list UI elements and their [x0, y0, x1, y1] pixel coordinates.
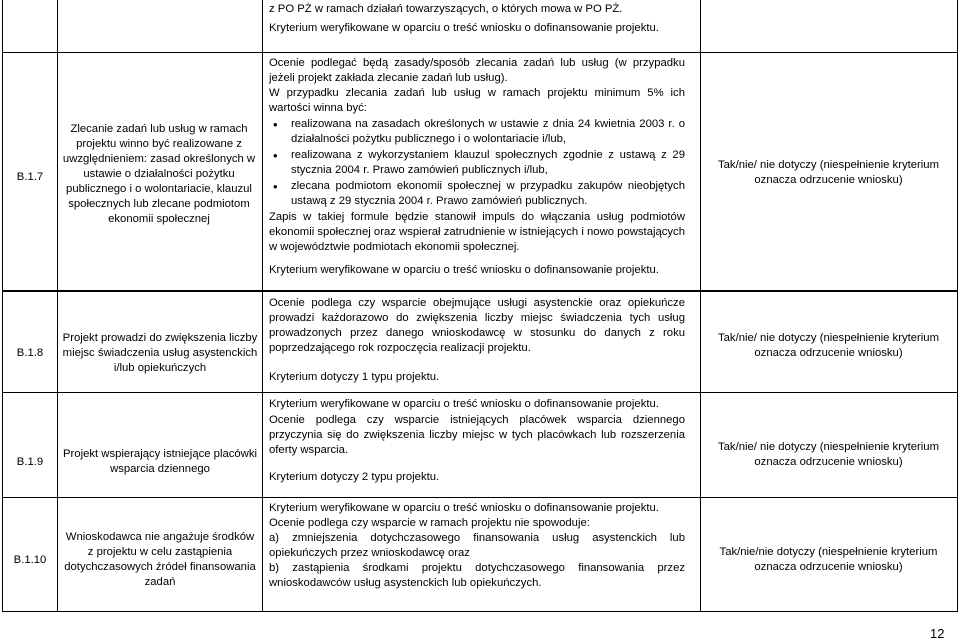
description-paragraph: Ocenie podlega czy wsparcie obejmujące usługi asystenckie oraz opiekuńcze prowadzi każdorazowo do zwiększenia liczby miejsc świadczenia tych usług prowadzonych przez danego wnioskodawcę w stosunku do danych z roku poprzedzającego rok rozpoczęcia realizacji projektu. [269, 297, 685, 355]
row-divider [2, 392, 958, 393]
criterion-code: B.1.7 [16, 171, 44, 183]
column-divider [57, 0, 58, 290]
criterion-status: Tak/nie/ nie dotyczy (niespełnienie kryterium oznacza odrzucenie wniosku) [717, 159, 940, 187]
description-paragraph: a) zmniejszenia dotychczasowego finansowania usług asystenckich lub opiekuńczych przez wnioskodawcę oraz [269, 532, 685, 560]
criterion-code: B.1.10 [13, 554, 47, 566]
criterion-description [269, 516, 685, 591]
column-divider [700, 291, 701, 612]
table-border-right [957, 291, 958, 612]
page-number: 12 [930, 626, 945, 641]
bullet-item: • realizowana z wykorzystaniem klauzul społecznych zgodnie z ustawą z 29 stycznia 2004 r. Prawo zamówień publicznych i/lub, [291, 148, 685, 178]
criterion-name: Projekt wspierający istniejące placówki wsparcia dziennego [62, 448, 257, 476]
continuation-text: z PO PŻ w ramach działań towarzyszących, o których mowa w PO PŻ. [269, 3, 623, 15]
description-paragraph: Ocenie podlegać będą zasady/sposób zlecania zadań lub usług (w przypadku jeżeli projekt zakłada zlecanie zadań lub usług). [269, 57, 685, 85]
table-border-left [2, 0, 3, 290]
verification-note: Kryterium weryfikowane w oparciu o treść wniosku o dofinansowanie projektu. [269, 398, 659, 410]
description-paragraph: Zapis w takiej formule będzie stanowił impuls do włączania usług podmiotów ekonomii społecznej oraz wspierał zatrudnienie w istniejących i nowo powstających w województwie podmiotach ekonomii społecznej. [269, 211, 685, 254]
bullet-list [269, 117, 685, 209]
criterion-code: B.1.9 [16, 456, 44, 468]
criterion-name: Projekt prowadzi do zwiększenia liczby miejsc świadczenia usług asystenckich i/lub opiekuńczych [62, 332, 258, 375]
bullet-item: • realizowana na zasadach określonych w ustawie z dnia 24 kwietnia 2003 r. o działalności pożytku publicznego i o wolontariacie i/lub, [291, 117, 685, 147]
criterion-description [269, 296, 685, 385]
column-divider [262, 291, 263, 612]
verification-note: Kryterium weryfikowane w oparciu o treść wniosku o dofinansowanie projektu. [269, 502, 659, 514]
description-paragraph: Kryterium dotyczy 1 typu projektu. [269, 371, 440, 384]
criterion-status: Tak/nie/ nie dotyczy (niespełnienie kryterium oznacza odrzucenie wniosku) [717, 441, 940, 469]
bullet-item: • zlecana podmiotom ekonomii społecznej w przypadku zakupów nieobjętych ustawą z 29 stycznia 2004 r. Prawo zamówień publicznych. [291, 179, 685, 209]
table-border-bottom [2, 611, 958, 612]
row-divider [2, 497, 958, 498]
criterion-description [269, 413, 685, 485]
description-paragraph: Kryterium dotyczy 2 typu projektu. [269, 471, 440, 484]
criterion-code: B.1.8 [16, 347, 44, 359]
description-paragraph: W przypadku zlecania zadań lub usług w ramach projektu minimum 5% ich wartości winna być: [269, 87, 685, 115]
criterion-status: Tak/nie/ nie dotyczy (niespełnienie kryterium oznacza odrzucenie wniosku) [717, 332, 940, 360]
criterion-name: Wnioskodawca nie angażuje środków z projektu w celu zastąpienia dotychczasowych źródeł finansowania zadań [64, 531, 256, 589]
verification-note: Kryterium weryfikowane w oparciu o treść wniosku o dofinansowanie projektu. [269, 264, 659, 277]
row-divider [2, 52, 958, 53]
table-border-right [957, 0, 958, 290]
criterion-description [269, 56, 685, 278]
description-paragraph: b) zastąpienia środkami projektu dotychczasowego finansowania przez wnioskodawców usług asystenckich lub opiekuńczych. [269, 562, 685, 590]
criterion-status: Tak/nie/nie dotyczy (niespełnienie kryterium oznacza odrzucenie wniosku) [719, 546, 938, 574]
column-divider [262, 0, 263, 290]
description-paragraph: Ocenie podlega czy wsparcie w ramach projektu nie spowoduje: [269, 517, 590, 529]
criterion-name: Zlecanie zadań lub usług w ramach projektu winno być realizowane z uwzględnieniem: zasad określonych w ustawie o działalności pożytku publicznego i o wolontariacie, klauzul społecznych lub zlecane podmiotom ekonomii społecznej [62, 123, 256, 226]
continuation-cell [269, 2, 697, 36]
verification-note: Kryterium weryfikowane w oparciu o treść wniosku o dofinansowanie projektu. [269, 22, 659, 35]
row-divider [2, 291, 958, 292]
column-divider [700, 0, 701, 290]
description-paragraph: Ocenie podlega czy wsparcie istniejących placówek wsparcia dziennego przyczynia się do zwiększenia liczby miejsc w tych placówkach lub rozszerzenia oferty wsparcia. [269, 414, 685, 457]
